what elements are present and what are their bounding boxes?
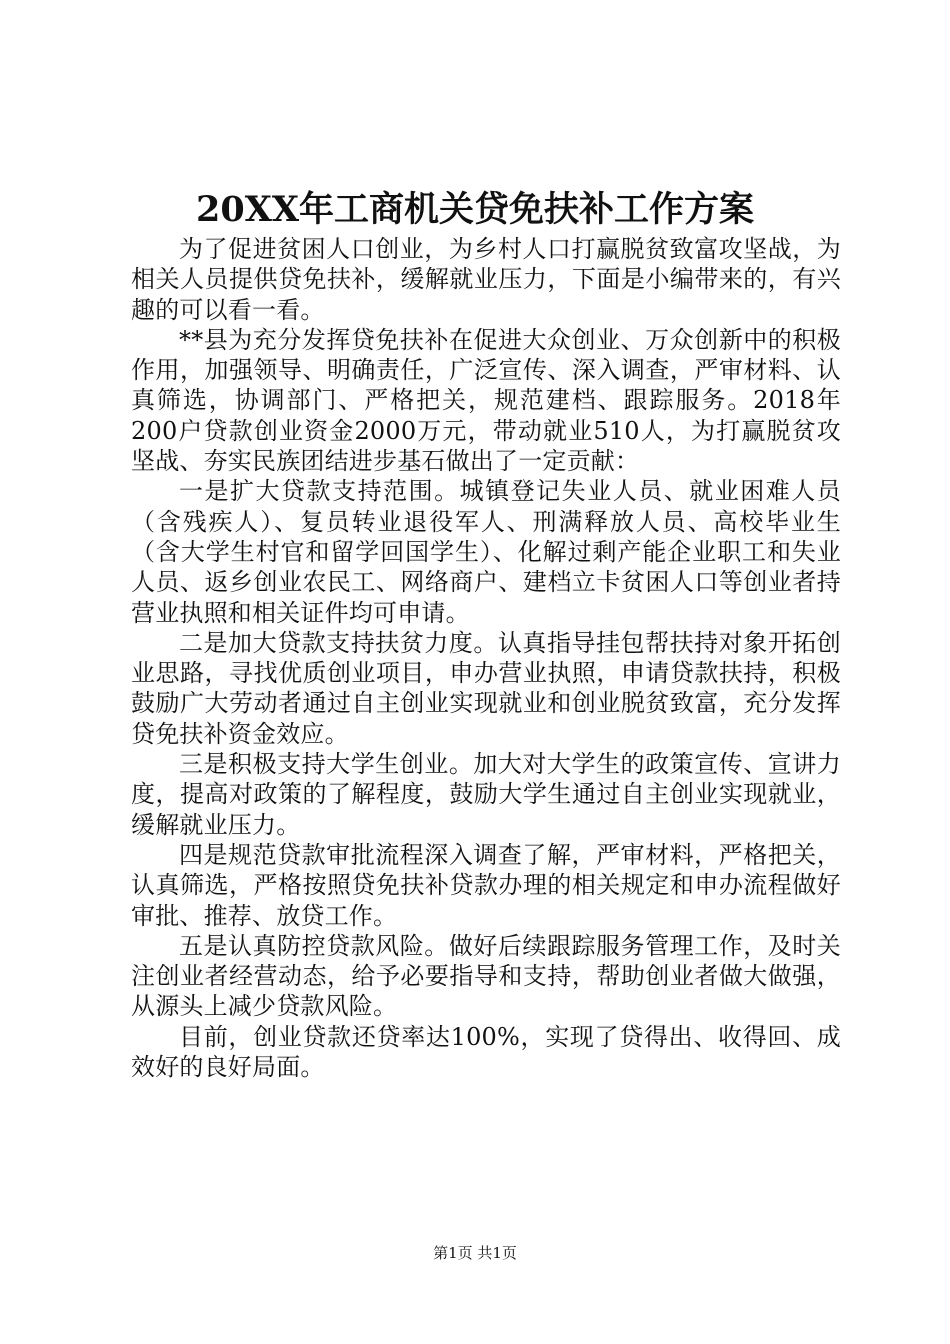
paragraph-point-five: 五是认真防控贷款风险。做好后续跟踪服务管理工作，及时关注创业者经营动态，给予必要指导和支持，帮助创业者做大做强，从源头上减少贷款风险。	[131, 931, 841, 1021]
document-title: 20XX年工商机关贷免扶补工作方案	[195, 189, 755, 230]
document-body	[131, 234, 841, 1082]
paragraph-point-four: 四是规范贷款审批流程深入调查了解，严审材料，严格把关，认真筛选，严格按照贷免扶补贷款办理的相关规定和申办流程做好审批、推荐、放贷工作。	[131, 840, 841, 930]
paragraph-point-two: 二是加大贷款支持扶贫力度。认真指导挂包帮扶持对象开拓创业思路，寻找优质创业项目，申办营业执照，申请贷款扶持，积极鼓励广大劳动者通过自主创业实现就业和创业脱贫致富，充分发挥贷免扶补资金效应。	[131, 628, 841, 748]
paragraph-conclusion: 目前，创业贷款还贷率达100%，实现了贷得出、收得回、成效好的良好局面。	[131, 1022, 841, 1082]
page-footer: 第1页 共1页	[433, 1244, 517, 1262]
paragraph-intro: 为了促进贫困人口创业，为乡村人口打赢脱贫致富攻坚战，为相关人员提供贷免扶补，缓解就业压力，下面是小编带来的，有兴趣的可以看一看。	[131, 235, 841, 324]
paragraph-point-one: 一是扩大贷款支持范围。城镇登记失业人员、就业困难人员（含残疾人）、复员转业退役军人、刑满释放人员、高校毕业生（含大学生村官和留学回国学生）、化解过剩产能企业职工和失业人员、返乡创业农民工、网络商户、建档立卡贫困人口等创业者持营业执照和相关证件均可申请。	[131, 477, 841, 627]
paragraph-county-summary: **县为充分发挥贷免扶补在促进大众创业、万众创新中的积极作用，加强领导、明确责任，广泛宣传、深入调查，严审材料、认真筛选，协调部门、严格把关，规范建档、跟踪服务。2018年200户贷款创业资金2000万元，带动就业510人，为打赢脱贫攻坚战、夯实民族团结进步基石做出了一定贡献：	[131, 325, 841, 476]
paragraph-point-three: 三是积极支持大学生创业。加大对大学生的政策宣传、宣讲力度，提高对政策的了解程度，鼓励大学生通过自主创业实现就业，缓解就业压力。	[131, 750, 841, 839]
